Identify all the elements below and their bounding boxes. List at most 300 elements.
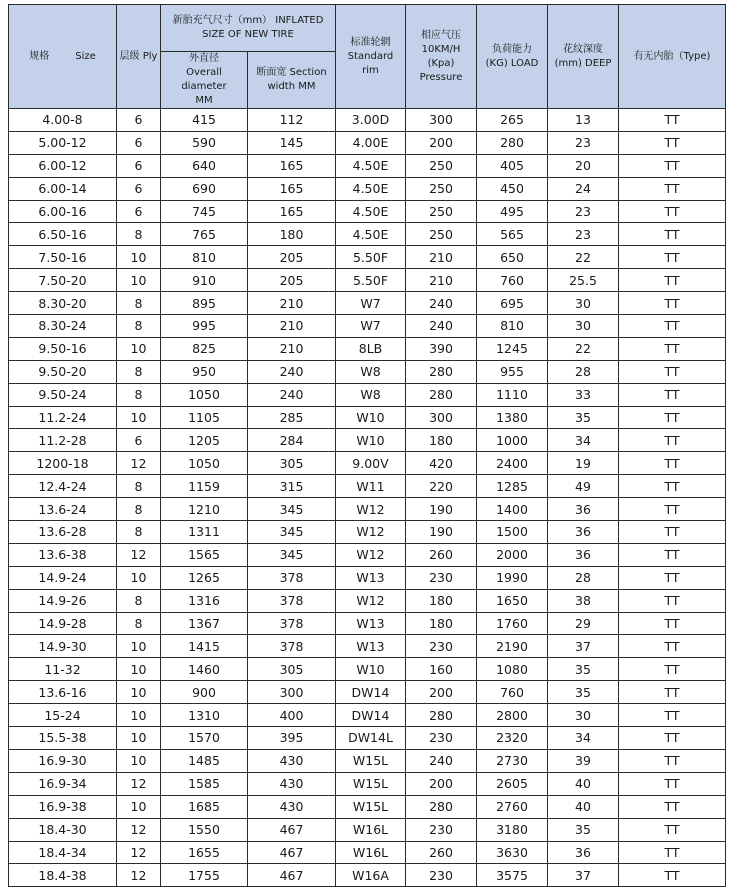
cell-section-width: 378 xyxy=(248,589,336,612)
header-overall-diameter xyxy=(161,52,248,109)
cell-ply: 8 xyxy=(117,223,161,246)
cell-pressure: 220 xyxy=(406,475,477,498)
cell-load: 265 xyxy=(477,109,548,132)
cell-ply: 6 xyxy=(117,429,161,452)
cell-size: 11.2-24 xyxy=(9,406,117,429)
cell-pressure: 240 xyxy=(406,315,477,338)
cell-load: 405 xyxy=(477,154,548,177)
table-row xyxy=(9,337,726,360)
cell-load: 2760 xyxy=(477,795,548,818)
cell-overall-diameter: 1655 xyxy=(161,841,248,864)
cell-size: 16.9-38 xyxy=(9,795,117,818)
cell-type: TT xyxy=(619,131,726,154)
header-load-line1: 负荷能力 xyxy=(492,43,532,55)
cell-ply: 12 xyxy=(117,452,161,475)
cell-load: 2730 xyxy=(477,749,548,772)
cell-load: 1080 xyxy=(477,658,548,681)
cell-overall-diameter: 1685 xyxy=(161,795,248,818)
cell-overall-diameter: 1550 xyxy=(161,818,248,841)
cell-type: TT xyxy=(619,360,726,383)
table-row xyxy=(9,566,726,589)
cell-pressure: 210 xyxy=(406,269,477,292)
table-body xyxy=(9,109,726,887)
cell-size: 12.4-24 xyxy=(9,475,117,498)
cell-type: TT xyxy=(619,521,726,544)
cell-tread-depth: 25.5 xyxy=(548,269,619,292)
cell-tread-depth: 37 xyxy=(548,635,619,658)
cell-pressure: 200 xyxy=(406,772,477,795)
cell-ply: 8 xyxy=(117,360,161,383)
table-row xyxy=(9,704,726,727)
cell-standard-rim: W11 xyxy=(336,475,406,498)
cell-load: 1500 xyxy=(477,521,548,544)
cell-standard-rim: 9.00V xyxy=(336,452,406,475)
cell-overall-diameter: 1265 xyxy=(161,566,248,589)
cell-section-width: 345 xyxy=(248,543,336,566)
cell-load: 450 xyxy=(477,177,548,200)
cell-size: 18.4-38 xyxy=(9,864,117,887)
cell-section-width: 378 xyxy=(248,566,336,589)
cell-ply: 8 xyxy=(117,498,161,521)
cell-pressure: 260 xyxy=(406,543,477,566)
cell-overall-diameter: 900 xyxy=(161,681,248,704)
cell-load: 1990 xyxy=(477,566,548,589)
cell-pressure: 180 xyxy=(406,429,477,452)
cell-pressure: 280 xyxy=(406,360,477,383)
cell-standard-rim: 4.50E xyxy=(336,177,406,200)
cell-load: 2400 xyxy=(477,452,548,475)
cell-section-width: 305 xyxy=(248,452,336,475)
tire-spec-table xyxy=(8,4,726,887)
table-row xyxy=(9,131,726,154)
cell-ply: 6 xyxy=(117,154,161,177)
cell-pressure: 230 xyxy=(406,864,477,887)
header-pressure-line4: Pressure xyxy=(419,71,463,83)
cell-standard-rim: W10 xyxy=(336,658,406,681)
cell-load: 2320 xyxy=(477,727,548,750)
cell-tread-depth: 34 xyxy=(548,727,619,750)
cell-section-width: 315 xyxy=(248,475,336,498)
cell-section-width: 345 xyxy=(248,498,336,521)
table-row xyxy=(9,269,726,292)
table-row xyxy=(9,452,726,475)
cell-type: TT xyxy=(619,818,726,841)
cell-overall-diameter: 950 xyxy=(161,360,248,383)
cell-pressure: 210 xyxy=(406,246,477,269)
cell-section-width: 430 xyxy=(248,795,336,818)
cell-ply: 10 xyxy=(117,704,161,727)
cell-standard-rim: W15L xyxy=(336,772,406,795)
cell-tread-depth: 33 xyxy=(548,383,619,406)
cell-overall-diameter: 1485 xyxy=(161,749,248,772)
header-standard-rim xyxy=(336,5,406,109)
cell-size: 14.9-28 xyxy=(9,612,117,635)
cell-size: 16.9-30 xyxy=(9,749,117,772)
cell-overall-diameter: 895 xyxy=(161,292,248,315)
cell-standard-rim: 8LB xyxy=(336,337,406,360)
cell-standard-rim: W12 xyxy=(336,589,406,612)
table-row xyxy=(9,498,726,521)
cell-standard-rim: 5.50F xyxy=(336,269,406,292)
cell-overall-diameter: 690 xyxy=(161,177,248,200)
cell-type: TT xyxy=(619,452,726,475)
cell-section-width: 165 xyxy=(248,154,336,177)
cell-load: 1650 xyxy=(477,589,548,612)
cell-type: TT xyxy=(619,749,726,772)
table-row xyxy=(9,818,726,841)
header-width-line2: width MM xyxy=(267,81,316,92)
cell-standard-rim: W15L xyxy=(336,749,406,772)
cell-section-width: 300 xyxy=(248,681,336,704)
cell-overall-diameter: 1570 xyxy=(161,727,248,750)
cell-section-width: 165 xyxy=(248,177,336,200)
table-row xyxy=(9,612,726,635)
cell-tread-depth: 35 xyxy=(548,681,619,704)
cell-ply: 8 xyxy=(117,521,161,544)
table-row xyxy=(9,200,726,223)
cell-overall-diameter: 1159 xyxy=(161,475,248,498)
cell-section-width: 395 xyxy=(248,727,336,750)
cell-ply: 12 xyxy=(117,772,161,795)
cell-section-width: 305 xyxy=(248,658,336,681)
cell-ply: 10 xyxy=(117,795,161,818)
cell-section-width: 180 xyxy=(248,223,336,246)
cell-type: TT xyxy=(619,498,726,521)
cell-overall-diameter: 1210 xyxy=(161,498,248,521)
cell-pressure: 190 xyxy=(406,498,477,521)
table-row xyxy=(9,177,726,200)
cell-ply: 10 xyxy=(117,681,161,704)
cell-load: 495 xyxy=(477,200,548,223)
header-diameter-line2: Overall diameter xyxy=(181,67,227,92)
cell-size: 7.50-20 xyxy=(9,269,117,292)
cell-pressure: 230 xyxy=(406,727,477,750)
table-row xyxy=(9,841,726,864)
header-ply xyxy=(117,5,161,109)
header-width-line1: 断面宽 Section xyxy=(256,67,327,78)
cell-type: TT xyxy=(619,612,726,635)
cell-load: 2605 xyxy=(477,772,548,795)
cell-section-width: 467 xyxy=(248,841,336,864)
cell-tread-depth: 35 xyxy=(548,818,619,841)
cell-type: TT xyxy=(619,772,726,795)
table-row xyxy=(9,154,726,177)
cell-section-width: 210 xyxy=(248,337,336,360)
cell-standard-rim: W16L xyxy=(336,841,406,864)
cell-overall-diameter: 1105 xyxy=(161,406,248,429)
cell-type: TT xyxy=(619,383,726,406)
table-row xyxy=(9,475,726,498)
cell-type: TT xyxy=(619,864,726,887)
cell-standard-rim: W10 xyxy=(336,406,406,429)
cell-pressure: 280 xyxy=(406,704,477,727)
cell-load: 3575 xyxy=(477,864,548,887)
cell-standard-rim: 5.50F xyxy=(336,246,406,269)
cell-ply: 10 xyxy=(117,749,161,772)
cell-standard-rim: DW14 xyxy=(336,681,406,704)
cell-size: 13.6-16 xyxy=(9,681,117,704)
cell-tread-depth: 13 xyxy=(548,109,619,132)
cell-pressure: 250 xyxy=(406,200,477,223)
cell-load: 1245 xyxy=(477,337,548,360)
cell-standard-rim: W12 xyxy=(336,521,406,544)
table-row xyxy=(9,406,726,429)
table-row xyxy=(9,292,726,315)
cell-type: TT xyxy=(619,429,726,452)
cell-tread-depth: 23 xyxy=(548,200,619,223)
cell-type: TT xyxy=(619,475,726,498)
cell-ply: 10 xyxy=(117,658,161,681)
header-tread-depth xyxy=(548,5,619,109)
cell-standard-rim: W16L xyxy=(336,818,406,841)
cell-overall-diameter: 1316 xyxy=(161,589,248,612)
header-pressure-line1: 相应气压 xyxy=(421,29,461,41)
cell-ply: 10 xyxy=(117,635,161,658)
cell-type: TT xyxy=(619,246,726,269)
cell-tread-depth: 40 xyxy=(548,795,619,818)
cell-tread-depth: 36 xyxy=(548,543,619,566)
cell-ply: 8 xyxy=(117,589,161,612)
cell-standard-rim: 4.00E xyxy=(336,131,406,154)
cell-load: 3180 xyxy=(477,818,548,841)
cell-pressure: 190 xyxy=(406,521,477,544)
cell-type: TT xyxy=(619,681,726,704)
table-row xyxy=(9,658,726,681)
cell-pressure: 180 xyxy=(406,589,477,612)
table-row xyxy=(9,109,726,132)
cell-type: TT xyxy=(619,337,726,360)
table-row xyxy=(9,727,726,750)
cell-ply: 8 xyxy=(117,315,161,338)
cell-type: TT xyxy=(619,658,726,681)
cell-pressure: 180 xyxy=(406,612,477,635)
cell-section-width: 467 xyxy=(248,818,336,841)
cell-load: 1760 xyxy=(477,612,548,635)
cell-load: 3630 xyxy=(477,841,548,864)
table-row xyxy=(9,429,726,452)
header-load-line2: (KG) LOAD xyxy=(485,57,539,69)
cell-tread-depth: 30 xyxy=(548,292,619,315)
table-row xyxy=(9,315,726,338)
header-inflated-line2: SIZE OF NEW TIRE xyxy=(202,29,294,40)
cell-ply: 12 xyxy=(117,818,161,841)
table-row xyxy=(9,635,726,658)
cell-size: 18.4-34 xyxy=(9,841,117,864)
table-row xyxy=(9,749,726,772)
cell-load: 810 xyxy=(477,315,548,338)
cell-overall-diameter: 1415 xyxy=(161,635,248,658)
cell-overall-diameter: 810 xyxy=(161,246,248,269)
cell-tread-depth: 28 xyxy=(548,566,619,589)
cell-tread-depth: 28 xyxy=(548,360,619,383)
cell-tread-depth: 22 xyxy=(548,337,619,360)
cell-section-width: 240 xyxy=(248,360,336,383)
cell-overall-diameter: 1050 xyxy=(161,383,248,406)
cell-size: 6.00-14 xyxy=(9,177,117,200)
cell-pressure: 390 xyxy=(406,337,477,360)
cell-section-width: 165 xyxy=(248,200,336,223)
cell-ply: 10 xyxy=(117,566,161,589)
header-depth-line2: (mm) DEEP xyxy=(554,57,612,69)
cell-type: TT xyxy=(619,315,726,338)
cell-section-width: 467 xyxy=(248,864,336,887)
cell-section-width: 284 xyxy=(248,429,336,452)
table-row xyxy=(9,246,726,269)
cell-type: TT xyxy=(619,154,726,177)
cell-size: 15-24 xyxy=(9,704,117,727)
cell-tread-depth: 24 xyxy=(548,177,619,200)
cell-type: TT xyxy=(619,704,726,727)
table-row xyxy=(9,521,726,544)
cell-load: 1380 xyxy=(477,406,548,429)
cell-load: 955 xyxy=(477,360,548,383)
cell-standard-rim: W8 xyxy=(336,383,406,406)
cell-tread-depth: 29 xyxy=(548,612,619,635)
cell-load: 760 xyxy=(477,269,548,292)
cell-ply: 6 xyxy=(117,109,161,132)
header-rim-line2: Standard rim xyxy=(347,50,394,76)
header-ply-en: Ply xyxy=(142,50,158,62)
cell-overall-diameter: 415 xyxy=(161,109,248,132)
cell-overall-diameter: 1565 xyxy=(161,543,248,566)
cell-size: 9.50-16 xyxy=(9,337,117,360)
header-section-width xyxy=(248,52,336,109)
cell-tread-depth: 36 xyxy=(548,841,619,864)
cell-size: 11.2-28 xyxy=(9,429,117,452)
cell-size: 15.5-38 xyxy=(9,727,117,750)
cell-ply: 8 xyxy=(117,292,161,315)
cell-standard-rim: 4.50E xyxy=(336,154,406,177)
cell-standard-rim: W13 xyxy=(336,635,406,658)
cell-size: 4.00-8 xyxy=(9,109,117,132)
cell-section-width: 285 xyxy=(248,406,336,429)
cell-size: 13.6-38 xyxy=(9,543,117,566)
cell-overall-diameter: 825 xyxy=(161,337,248,360)
cell-pressure: 230 xyxy=(406,566,477,589)
cell-tread-depth: 35 xyxy=(548,658,619,681)
cell-load: 2800 xyxy=(477,704,548,727)
cell-size: 6.50-16 xyxy=(9,223,117,246)
cell-type: TT xyxy=(619,841,726,864)
cell-standard-rim: W12 xyxy=(336,498,406,521)
table-row xyxy=(9,681,726,704)
cell-ply: 10 xyxy=(117,246,161,269)
header-diameter-line3: MM xyxy=(195,95,213,106)
cell-overall-diameter: 765 xyxy=(161,223,248,246)
cell-section-width: 378 xyxy=(248,612,336,635)
cell-pressure: 250 xyxy=(406,223,477,246)
cell-load: 695 xyxy=(477,292,548,315)
table-row xyxy=(9,589,726,612)
header-load xyxy=(477,5,548,109)
cell-section-width: 205 xyxy=(248,246,336,269)
cell-pressure: 420 xyxy=(406,452,477,475)
cell-type: TT xyxy=(619,635,726,658)
cell-section-width: 205 xyxy=(248,269,336,292)
cell-tread-depth: 30 xyxy=(548,704,619,727)
cell-size: 7.50-16 xyxy=(9,246,117,269)
cell-size: 13.6-28 xyxy=(9,521,117,544)
header-size-en: Size xyxy=(75,50,96,62)
cell-section-width: 430 xyxy=(248,772,336,795)
header-pressure-line2: 10KM/H xyxy=(421,43,461,55)
cell-standard-rim: W16A xyxy=(336,864,406,887)
cell-size: 8.30-20 xyxy=(9,292,117,315)
cell-tread-depth: 34 xyxy=(548,429,619,452)
cell-overall-diameter: 995 xyxy=(161,315,248,338)
cell-tread-depth: 37 xyxy=(548,864,619,887)
cell-ply: 10 xyxy=(117,406,161,429)
cell-overall-diameter: 640 xyxy=(161,154,248,177)
cell-standard-rim: 3.00D xyxy=(336,109,406,132)
header-ply-cn: 层级 xyxy=(119,50,140,62)
cell-load: 2000 xyxy=(477,543,548,566)
cell-pressure: 230 xyxy=(406,818,477,841)
cell-type: TT xyxy=(619,795,726,818)
table-row xyxy=(9,795,726,818)
table-row xyxy=(9,864,726,887)
cell-type: TT xyxy=(619,200,726,223)
cell-type: TT xyxy=(619,177,726,200)
cell-ply: 6 xyxy=(117,177,161,200)
cell-tread-depth: 20 xyxy=(548,154,619,177)
cell-type: TT xyxy=(619,727,726,750)
header-inflated-size xyxy=(161,5,336,52)
header-rim-line1: 标准轮辋 xyxy=(350,36,391,48)
cell-standard-rim: DW14L xyxy=(336,727,406,750)
cell-ply: 10 xyxy=(117,269,161,292)
cell-type: TT xyxy=(619,543,726,566)
cell-standard-rim: W12 xyxy=(336,543,406,566)
cell-section-width: 345 xyxy=(248,521,336,544)
cell-tread-depth: 19 xyxy=(548,452,619,475)
cell-pressure: 240 xyxy=(406,292,477,315)
cell-ply: 12 xyxy=(117,841,161,864)
cell-overall-diameter: 1460 xyxy=(161,658,248,681)
cell-ply: 6 xyxy=(117,131,161,154)
cell-overall-diameter: 1755 xyxy=(161,864,248,887)
cell-ply: 10 xyxy=(117,727,161,750)
cell-pressure: 250 xyxy=(406,154,477,177)
cell-ply: 8 xyxy=(117,475,161,498)
cell-pressure: 230 xyxy=(406,635,477,658)
cell-size: 9.50-24 xyxy=(9,383,117,406)
header-size xyxy=(9,5,117,109)
cell-size: 18.4-30 xyxy=(9,818,117,841)
cell-overall-diameter: 1310 xyxy=(161,704,248,727)
cell-type: TT xyxy=(619,292,726,315)
cell-tread-depth: 40 xyxy=(548,772,619,795)
cell-section-width: 240 xyxy=(248,383,336,406)
cell-pressure: 200 xyxy=(406,131,477,154)
cell-section-width: 210 xyxy=(248,292,336,315)
cell-size: 6.00-16 xyxy=(9,200,117,223)
header-type-line1: 有无内胎（Type) xyxy=(633,50,711,62)
cell-size: 9.50-20 xyxy=(9,360,117,383)
cell-standard-rim: W13 xyxy=(336,566,406,589)
cell-section-width: 145 xyxy=(248,131,336,154)
cell-overall-diameter: 1585 xyxy=(161,772,248,795)
cell-load: 650 xyxy=(477,246,548,269)
cell-overall-diameter: 910 xyxy=(161,269,248,292)
cell-ply: 8 xyxy=(117,383,161,406)
header-size-cn: 规格 xyxy=(29,50,50,62)
cell-section-width: 378 xyxy=(248,635,336,658)
cell-pressure: 300 xyxy=(406,406,477,429)
cell-load: 1400 xyxy=(477,498,548,521)
table-row xyxy=(9,360,726,383)
cell-tread-depth: 38 xyxy=(548,589,619,612)
